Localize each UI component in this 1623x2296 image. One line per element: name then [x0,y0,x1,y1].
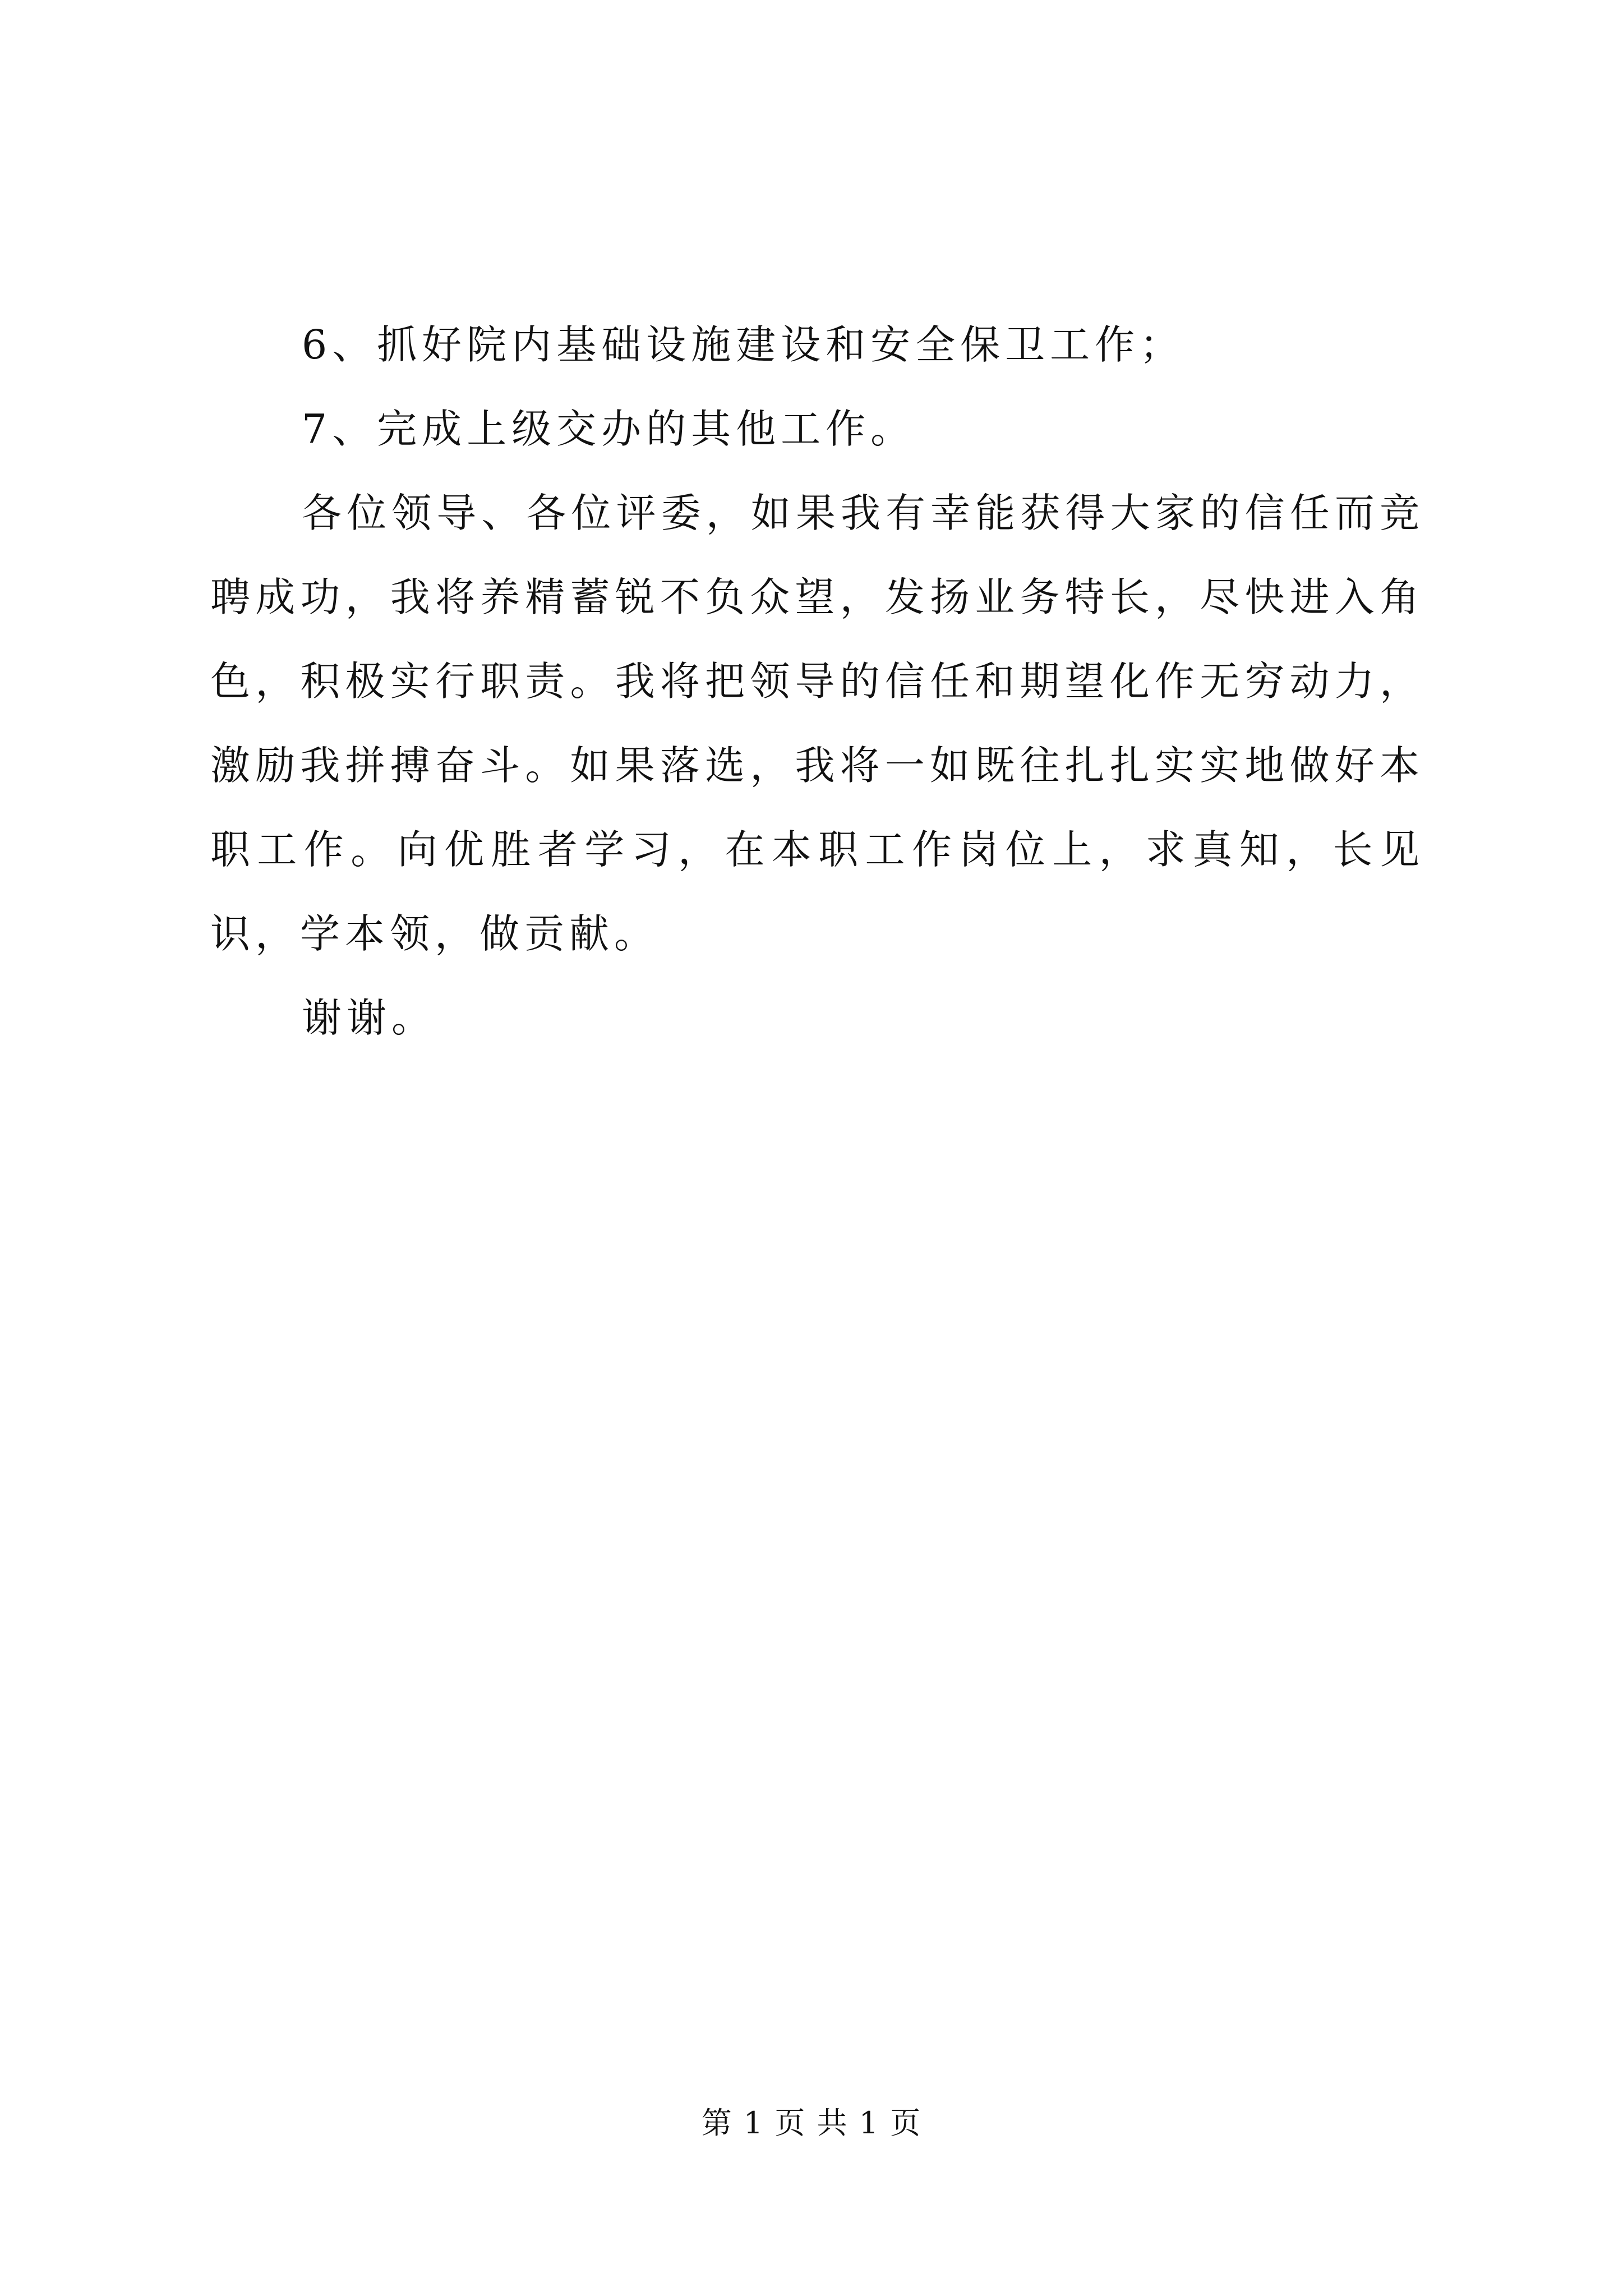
document-body [210,303,1424,1060]
paragraph-thanks: 谢谢。 [302,995,437,1041]
paragraph-closing-statement: 各位领导、各位评委，如果我有幸能获得大家的信任而竞聘成功，我将养精蓄锐不负众望，发扬业务特长，尽快进入角色，积极实行职责。我将把领导的信任和期望化作无穷动力，激励我拼搏奋斗。如果落选，我将一如既往扎扎实实地做好本职工作。向优胜者学习，在本职工作岗位上，求真知，长见识，学本领，做贡献。 [210,490,1424,957]
paragraph-item-7: 7、完成上级交办的其他工作。 [302,406,916,452]
paragraph-item-6: 6、抓好院内基础设施建设和安全保卫工作； [302,321,1185,368]
page-footer-number: 第 1 页 共 1 页 [701,2105,922,2141]
